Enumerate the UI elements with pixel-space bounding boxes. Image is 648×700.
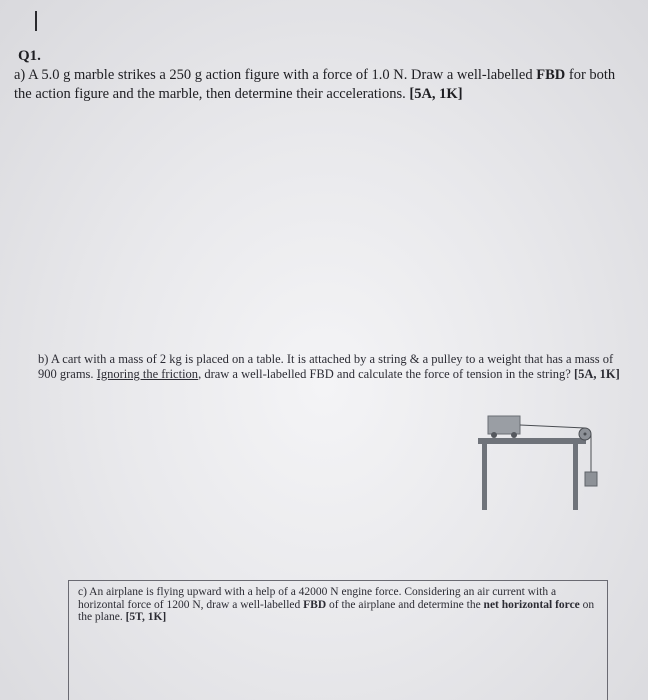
part-c-text-after: on the plane. — [78, 598, 595, 623]
part-b-text-after: , draw a well-labelled FBD and calculate the force of tension in the string? — [198, 367, 574, 381]
part-a-fbd: FBD — [536, 67, 566, 83]
cart-pulley-diagram — [470, 410, 620, 520]
string-horizontal — [520, 425, 585, 428]
part-a-marks: [5A, 1K] — [409, 86, 463, 102]
cart-icon — [488, 416, 520, 438]
text-cursor-mark — [35, 11, 37, 31]
part-b-underlined: Ignoring the friction — [96, 367, 199, 381]
question-part-c — [78, 586, 603, 624]
part-c-net-force: net horizontal force — [483, 598, 580, 611]
part-b-text-before: b) A cart with a mass of 2 kg is placed on a table. It is attached by a string & a pulley to a weight that has a mass of 900 grams. — [38, 352, 614, 381]
question-part-b — [38, 352, 623, 382]
part-a-text-after: for both the action figure and the marble, then determine their accelerations. — [14, 67, 616, 102]
question-heading: Q1. — [18, 48, 41, 64]
part-c-text-mid: of the airplane and determine the — [326, 598, 484, 611]
part-a-text-before: a) A 5.0 g marble strikes a 250 g action figure with a force of 1.0 N. Draw a well-labelled — [14, 67, 537, 83]
part-c-text-before: c) An airplane is flying upward with a help of a 42000 N engine force. Considering an air current with a horizontal force of 1200 N, draw a well-labelled — [78, 586, 557, 611]
part-c-fbd: FBD — [303, 598, 327, 611]
part-b-marks: [5A, 1K] — [573, 367, 620, 381]
pulley-icon — [579, 428, 591, 440]
question-part-a — [14, 66, 634, 104]
table-icon — [478, 438, 586, 510]
part-c-marks: [5T, 1K] — [125, 611, 167, 623]
part-c-box — [68, 580, 608, 700]
hanging-weight-icon — [585, 472, 597, 486]
